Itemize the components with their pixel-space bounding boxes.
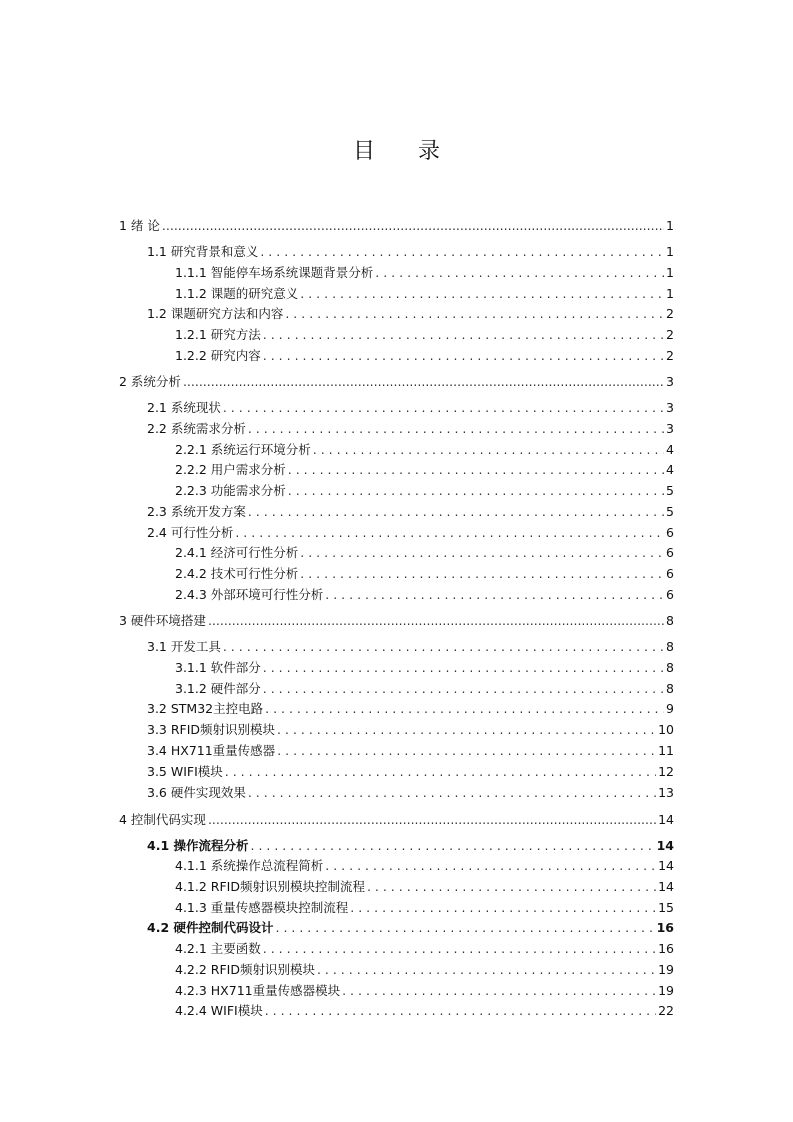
dot-leader xyxy=(375,263,664,283)
toc-entry-label: 1.1 研究背景和意义 xyxy=(147,244,259,259)
toc-entry-page: 2 xyxy=(666,348,674,363)
toc-entry-page: 10 xyxy=(658,722,674,737)
toc-entry-label: 2.1 系统现状 xyxy=(147,400,221,415)
toc-entry-label: 4.2.1 主要函数 xyxy=(175,941,261,956)
toc-entry-label: 1 绪 论 xyxy=(119,218,160,233)
dot-leader xyxy=(313,440,664,460)
dot-leader xyxy=(300,543,664,563)
toc-entry-page: 12 xyxy=(658,764,674,779)
toc-entry-label: 3.5 WIFI模块 xyxy=(147,764,223,779)
dot-leader xyxy=(260,242,664,262)
toc-entry-label: 4.1.3 重量传感器模块控制流程 xyxy=(175,900,349,915)
toc-entry-label: 2.2 系统需求分析 xyxy=(147,421,246,436)
toc-entry-page: 1 xyxy=(666,265,674,280)
toc-entry-page: 3 xyxy=(666,400,674,415)
toc-entry-label: 2.2.1 系统运行环境分析 xyxy=(175,442,311,457)
toc-entry[interactable] xyxy=(147,762,674,782)
toc-entry-label: 3.1.2 硬件部分 xyxy=(175,681,261,696)
toc-entry-label: 2.4.2 技术可行性分析 xyxy=(175,566,299,581)
toc-entry[interactable] xyxy=(147,918,674,938)
toc-entry-label: 2 系统分析 xyxy=(119,374,181,389)
toc-entry-label: 3.1.1 软件部分 xyxy=(175,660,261,675)
toc-entry[interactable] xyxy=(175,346,674,366)
dot-leader xyxy=(223,637,664,657)
dot-leader xyxy=(265,1001,656,1021)
toc-entry-page: 14 xyxy=(658,858,674,873)
toc-entry-page: 8 xyxy=(666,639,674,654)
dot-leader xyxy=(277,741,656,761)
toc-entry[interactable] xyxy=(119,810,674,830)
toc-entry-page: 14 xyxy=(656,838,674,853)
page-title: 目 录 xyxy=(353,139,458,164)
toc-entry[interactable] xyxy=(175,679,674,699)
toc-entry-label: 1.1.2 课题的研究意义 xyxy=(175,286,299,301)
dot-leader xyxy=(248,783,656,803)
dot-leader xyxy=(277,720,656,740)
toc-entry-page: 4 xyxy=(666,442,674,457)
toc-entry-label: 3 硬件环境搭建 xyxy=(119,613,206,628)
toc-entry[interactable] xyxy=(175,658,674,678)
toc-entry-label: 2.2.3 功能需求分析 xyxy=(175,483,286,498)
toc-entry-label: 3.2 STM32主控电路 xyxy=(147,701,264,716)
toc-entry[interactable] xyxy=(147,419,674,439)
toc-entry-page: 14 xyxy=(658,879,674,894)
toc-entry-page: 6 xyxy=(666,545,674,560)
toc-entry-page: 6 xyxy=(666,566,674,581)
toc-entry[interactable] xyxy=(175,981,674,1001)
toc-entry[interactable] xyxy=(175,898,674,918)
toc-entry-page: 19 xyxy=(658,962,674,977)
toc-entry[interactable] xyxy=(147,523,674,543)
dot-leader xyxy=(263,939,656,959)
toc-entry-page: 6 xyxy=(666,525,674,540)
dot-leader xyxy=(263,679,664,699)
dot-leader xyxy=(223,398,664,418)
dot-leader xyxy=(300,284,664,304)
dot-leader xyxy=(235,523,664,543)
toc-entry-page: 3 xyxy=(666,374,674,389)
toc-entry[interactable] xyxy=(175,284,674,304)
dot-leader xyxy=(263,325,664,345)
dot-leader xyxy=(367,877,656,897)
toc-entry[interactable] xyxy=(175,263,674,283)
dot-leader xyxy=(350,898,656,918)
toc-entry[interactable] xyxy=(147,242,674,262)
toc-entry-page: 3 xyxy=(666,421,674,436)
dot-leader xyxy=(325,856,656,876)
toc-entry-label: 3.6 硬件实现效果 xyxy=(147,785,246,800)
toc-entry-label: 4.2.3 HX711重量传感器模块 xyxy=(175,983,341,998)
toc-entry-page: 15 xyxy=(658,900,674,915)
toc-entry-label: 1.1.1 智能停车场系统课题背景分析 xyxy=(175,265,374,280)
toc-entry-label: 2.3 系统开发方案 xyxy=(147,504,246,519)
toc-entry-page: 13 xyxy=(658,785,674,800)
dot-leader xyxy=(285,304,664,324)
toc-entry[interactable] xyxy=(147,398,674,418)
dot-leader xyxy=(265,699,664,719)
toc-entry-page: 1 xyxy=(666,244,674,259)
toc-entry-page: 2 xyxy=(666,327,674,342)
toc-entry[interactable] xyxy=(119,372,674,392)
toc-entry-page: 5 xyxy=(666,504,674,519)
dot-leader xyxy=(288,460,664,480)
dot-leader xyxy=(263,658,664,678)
toc-entry[interactable] xyxy=(175,564,674,584)
toc-entry-label: 4.1.2 RFID频射识别模块控制流程 xyxy=(175,879,365,894)
toc-entry-label: 1.2 课题研究方法和内容 xyxy=(147,306,284,321)
toc-entry-page: 8 xyxy=(666,613,674,628)
toc-entry[interactable] xyxy=(147,783,674,803)
toc-entry[interactable] xyxy=(175,460,674,480)
toc-entry-label: 2.4.3 外部环境可行性分析 xyxy=(175,587,324,602)
dot-leader xyxy=(263,346,664,366)
toc-entry-label: 3.3 RFID频射识别模块 xyxy=(147,722,276,737)
toc-entry-label: 1.2.2 研究内容 xyxy=(175,348,261,363)
dot-leader xyxy=(317,960,656,980)
toc-entry[interactable] xyxy=(175,960,674,980)
toc-entry-label: 4 控制代码实现 xyxy=(119,812,206,827)
toc-entry[interactable] xyxy=(175,543,674,563)
toc-entry[interactable] xyxy=(147,502,674,522)
toc-entry-page: 8 xyxy=(666,660,674,675)
toc-entry[interactable] xyxy=(119,216,674,236)
toc-entry-label: 4.2.2 RFID频射识别模块 xyxy=(175,962,315,977)
toc-entry-page: 9 xyxy=(666,701,674,716)
toc-entry-page: 22 xyxy=(658,1003,674,1018)
toc-entry[interactable] xyxy=(175,939,674,959)
dot-leader xyxy=(183,372,664,392)
toc-entry[interactable] xyxy=(175,325,674,345)
dot-leader xyxy=(162,216,664,236)
dot-leader xyxy=(225,762,656,782)
toc-entry-page: 19 xyxy=(658,983,674,998)
toc-entry-label: 4.1 操作流程分析 xyxy=(147,838,249,853)
toc-entry-label: 3.1 开发工具 xyxy=(147,639,221,654)
toc-entry-page: 6 xyxy=(666,587,674,602)
dot-leader xyxy=(325,585,664,605)
toc-entry[interactable] xyxy=(119,611,674,631)
toc-entry-label: 3.4 HX711重量传感器 xyxy=(147,743,276,758)
toc-entry[interactable] xyxy=(147,304,674,324)
toc-entry[interactable] xyxy=(175,585,674,605)
toc-entry[interactable] xyxy=(175,1001,674,1021)
toc-entry-label: 2.4.1 经济可行性分析 xyxy=(175,545,299,560)
toc-entry-page: 2 xyxy=(666,306,674,321)
toc-entry-page: 16 xyxy=(658,941,674,956)
toc-entry-page: 1 xyxy=(666,286,674,301)
toc-entry-page: 4 xyxy=(666,462,674,477)
toc-entry-page: 5 xyxy=(666,483,674,498)
dot-leader xyxy=(248,419,664,439)
dot-leader xyxy=(208,611,664,631)
dot-leader xyxy=(288,481,664,501)
toc-entry-label: 4.2 硬件控制代码设计 xyxy=(147,920,274,935)
dot-leader xyxy=(300,564,664,584)
toc-entry-page: 11 xyxy=(658,743,674,758)
toc-entry[interactable] xyxy=(147,720,674,740)
dot-leader xyxy=(208,810,656,830)
toc-entry[interactable] xyxy=(175,877,674,897)
toc-entry-page: 8 xyxy=(666,681,674,696)
dot-leader xyxy=(276,918,655,938)
toc-entry-page: 16 xyxy=(656,920,674,935)
toc-entry[interactable] xyxy=(175,440,674,460)
dot-leader xyxy=(251,836,655,856)
dot-leader xyxy=(342,981,656,1001)
toc-entry[interactable] xyxy=(147,699,674,719)
toc-entry[interactable] xyxy=(147,637,674,657)
toc-entry[interactable] xyxy=(147,836,674,856)
toc-entry[interactable] xyxy=(175,481,674,501)
toc-entry-page: 1 xyxy=(666,218,674,233)
toc-entry-label: 4.1.1 系统操作总流程简析 xyxy=(175,858,324,873)
toc-entry[interactable] xyxy=(147,741,674,761)
toc-entry-page: 14 xyxy=(658,812,674,827)
toc-entry-label: 2.2.2 用户需求分析 xyxy=(175,462,286,477)
toc-entry[interactable] xyxy=(175,856,674,876)
dot-leader xyxy=(248,502,664,522)
toc-entry-label: 4.2.4 WIFI模块 xyxy=(175,1003,263,1018)
toc-entry-label: 1.2.1 研究方法 xyxy=(175,327,261,342)
toc-entry-label: 2.4 可行性分析 xyxy=(147,525,234,540)
